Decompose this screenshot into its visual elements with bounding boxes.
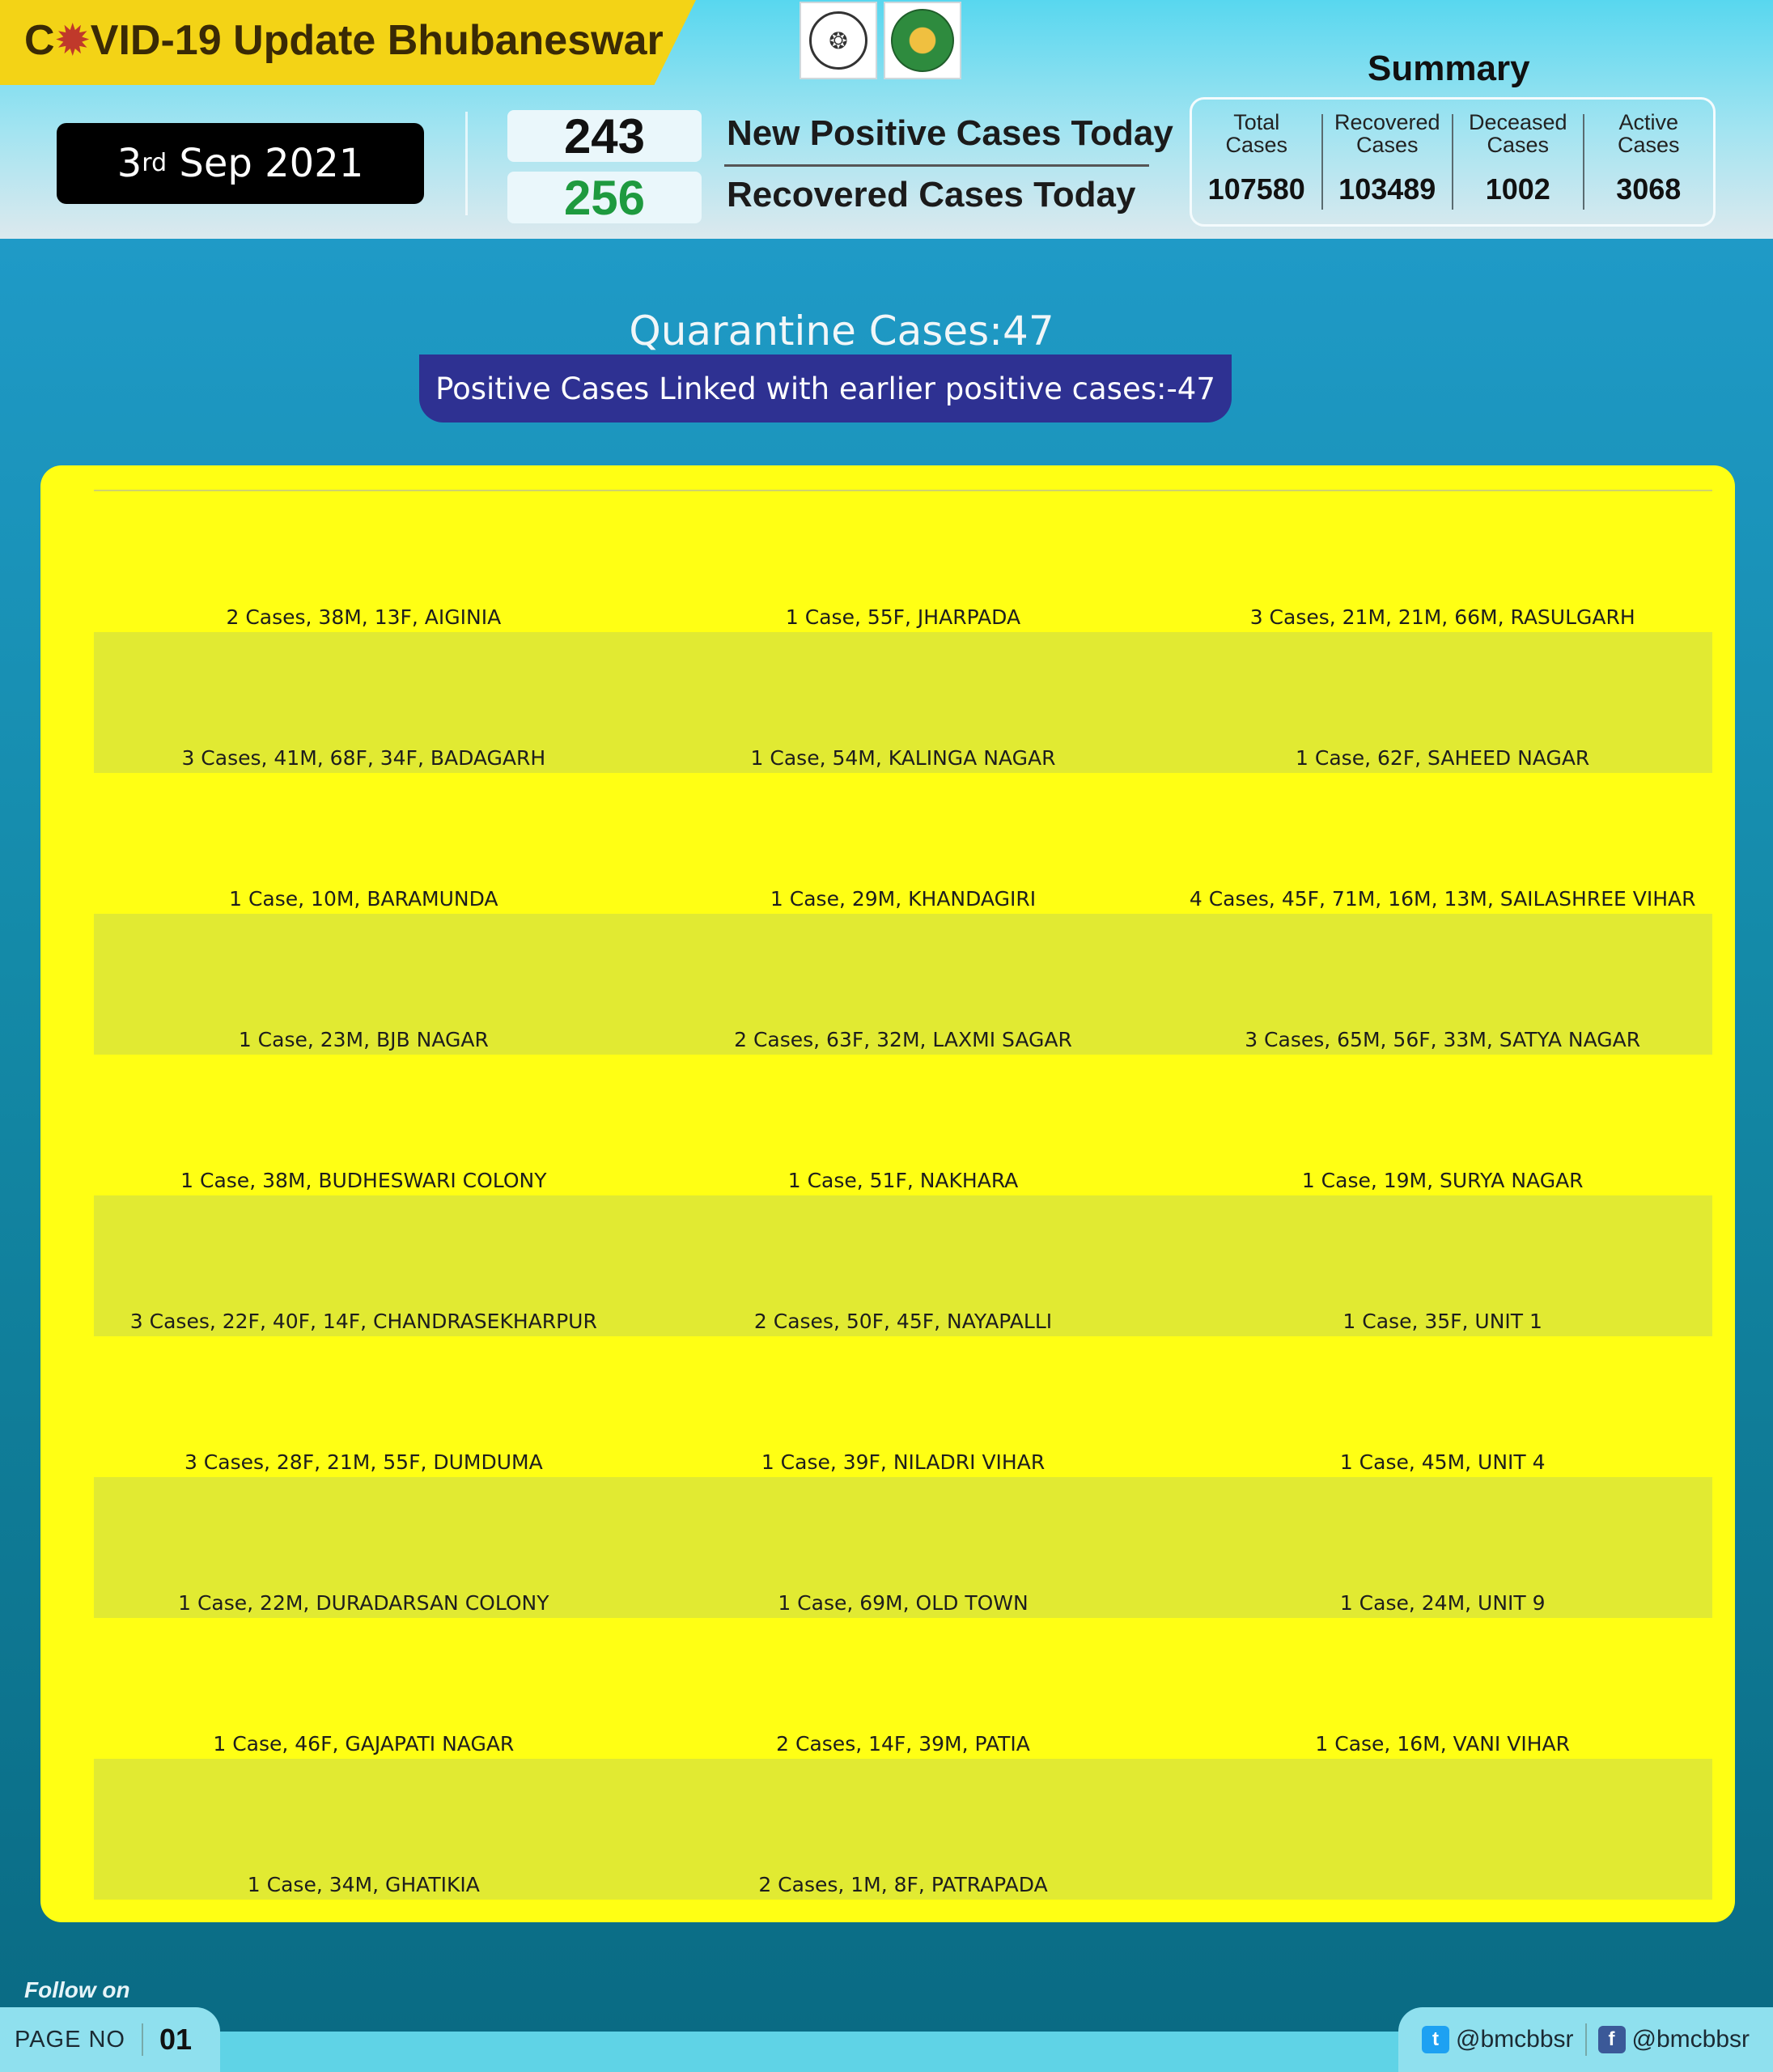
facebook-icon[interactable]: f bbox=[1598, 2026, 1626, 2053]
table-row bbox=[94, 1195, 1712, 1336]
table-cell: 1 Case, 55F, JHARPADA bbox=[785, 605, 1021, 629]
table-cell: 1 Case, 24M, UNIT 9 bbox=[1339, 1591, 1546, 1615]
table-row bbox=[94, 632, 1712, 773]
main-content bbox=[0, 239, 1773, 2032]
cases-panel bbox=[40, 465, 1735, 1922]
table-row bbox=[94, 1477, 1712, 1618]
title-prefix: C bbox=[24, 17, 55, 64]
table-cell: 1 Case, 69M, OLD TOWN bbox=[778, 1591, 1029, 1615]
table-cell: 3 Cases, 28F, 21M, 55F, DUMDUMA bbox=[184, 1450, 543, 1474]
summary-label: Active Cases bbox=[1617, 110, 1680, 157]
table-cell: 1 Case, 46F, GAJAPATI NAGAR bbox=[213, 1732, 515, 1756]
table-row bbox=[94, 1336, 1712, 1477]
linked-cases-banner: Positive Cases Linked with earlier positive cases:-47 bbox=[419, 355, 1232, 422]
recovered-today-count: 256 bbox=[507, 172, 702, 223]
table-row bbox=[94, 773, 1712, 914]
table-cell: 1 Case, 38M, BUDHESWARI COLONY bbox=[180, 1169, 547, 1192]
table-cell: 1 Case, 35F, UNIT 1 bbox=[1342, 1310, 1542, 1333]
table-cell: 1 Case, 19M, SURYA NAGAR bbox=[1301, 1169, 1584, 1192]
table-cell: 2 Cases, 63F, 32M, LAXMI SAGAR bbox=[734, 1028, 1072, 1051]
table-row bbox=[94, 1759, 1712, 1900]
summary-title: Summary bbox=[1368, 49, 1530, 88]
quarantine-title: Quarantine Cases:47 bbox=[629, 308, 1054, 355]
table-cell: 2 Cases, 38M, 13F, AIGINIA bbox=[226, 605, 502, 629]
title-suffix: VID-19 Update Bhubaneswar bbox=[90, 17, 664, 64]
date-badge: 3 rd Sep 2021 bbox=[57, 123, 424, 204]
page-label: PAGE NO bbox=[15, 2026, 125, 2053]
table-cell: 1 Case, 29M, KHANDAGIRI bbox=[770, 887, 1037, 911]
table-cell: 1 Case, 16M, VANI VIHAR bbox=[1315, 1732, 1570, 1756]
header-divider bbox=[465, 112, 468, 215]
summary-value: 1002 bbox=[1485, 172, 1550, 206]
social-links bbox=[1398, 2007, 1773, 2072]
table-row bbox=[94, 914, 1712, 1055]
new-cases-count: 243 bbox=[507, 110, 702, 162]
summary-value: 103489 bbox=[1338, 172, 1436, 206]
table-row bbox=[94, 1055, 1712, 1195]
table-cell: 3 Cases, 65M, 56F, 33M, SATYA NAGAR bbox=[1245, 1028, 1641, 1051]
facebook-handle[interactable]: @bmcbbsr bbox=[1631, 2026, 1750, 2053]
virus-icon: ✹ bbox=[56, 19, 89, 62]
table-row bbox=[94, 491, 1712, 632]
summary-label: Recovered Cases bbox=[1334, 110, 1440, 157]
table-cell: 1 Case, 45M, UNIT 4 bbox=[1339, 1450, 1546, 1474]
summary-label: Deceased Cases bbox=[1468, 110, 1567, 157]
table-row bbox=[94, 1618, 1712, 1759]
table-cell: 4 Cases, 45F, 71M, 16M, 13M, SAILASHREE VIHAR bbox=[1189, 887, 1696, 911]
table-cell: 1 Case, 51F, NAKHARA bbox=[787, 1169, 1019, 1192]
table-cell: 1 Case, 23M, BJB NAGAR bbox=[238, 1028, 489, 1051]
table-cell: 3 Cases, 22F, 40F, 14F, CHANDRASEKHARPUR bbox=[129, 1310, 597, 1333]
table-cell: 1 Case, 22M, DURADARSAN COLONY bbox=[178, 1591, 549, 1615]
table-cell: 2 Cases, 50F, 45F, NAYAPALLI bbox=[753, 1310, 1053, 1333]
cases-table bbox=[94, 490, 1712, 1900]
header bbox=[0, 0, 1773, 239]
table-cell: 2 Cases, 1M, 8F, PATRAPADA bbox=[758, 1873, 1048, 1896]
date-rest: Sep 2021 bbox=[179, 141, 364, 186]
twitter-handle[interactable]: @bmcbbsr bbox=[1456, 2026, 1574, 2053]
page-divider bbox=[142, 2023, 143, 2056]
label-divider bbox=[724, 164, 1149, 167]
table-cell: 1 Case, 62F, SAHEED NAGAR bbox=[1296, 746, 1590, 770]
bmc-logo bbox=[884, 2, 961, 79]
summary-value: 107580 bbox=[1207, 172, 1305, 206]
table-cell: 1 Case, 10M, BARAMUNDA bbox=[229, 887, 498, 911]
table-cell bbox=[1173, 1896, 1712, 1900]
table-cell: 3 Cases, 41M, 68F, 34F, BADAGARH bbox=[181, 746, 546, 770]
page-number: 01 bbox=[159, 2023, 193, 2056]
table-cell: 2 Cases, 14F, 39M, PATIA bbox=[776, 1732, 1030, 1756]
summary-panel bbox=[1190, 97, 1716, 227]
page-title bbox=[24, 16, 664, 65]
twitter-icon[interactable]: t bbox=[1422, 2026, 1449, 2053]
summary-recovered bbox=[1323, 110, 1454, 210]
table-cell: 1 Case, 39F, NILADRI VIHAR bbox=[761, 1450, 1046, 1474]
summary-value: 3068 bbox=[1616, 172, 1682, 206]
summary-total bbox=[1192, 110, 1323, 210]
new-cases-label: New Positive Cases Today bbox=[727, 113, 1173, 153]
odisha-emblem-icon: ❂ bbox=[809, 11, 867, 70]
table-cell: 3 Cases, 21M, 21M, 66M, RASULGARH bbox=[1249, 605, 1635, 629]
social-divider bbox=[1585, 2023, 1587, 2056]
odisha-emblem-logo bbox=[800, 2, 877, 79]
summary-label: Total Cases bbox=[1225, 110, 1288, 157]
follow-on-label: Follow on bbox=[24, 1977, 130, 2002]
summary-active bbox=[1584, 110, 1714, 210]
table-cell: 1 Case, 34M, GHATIKIA bbox=[247, 1873, 480, 1896]
bmc-seal-icon bbox=[891, 9, 954, 72]
recovered-today-label: Recovered Cases Today bbox=[727, 175, 1136, 214]
table-cell: 1 Case, 54M, KALINGA NAGAR bbox=[750, 746, 1056, 770]
date-day: 3 bbox=[117, 141, 142, 186]
page-number-tab bbox=[0, 2007, 220, 2072]
summary-deceased bbox=[1453, 110, 1584, 210]
